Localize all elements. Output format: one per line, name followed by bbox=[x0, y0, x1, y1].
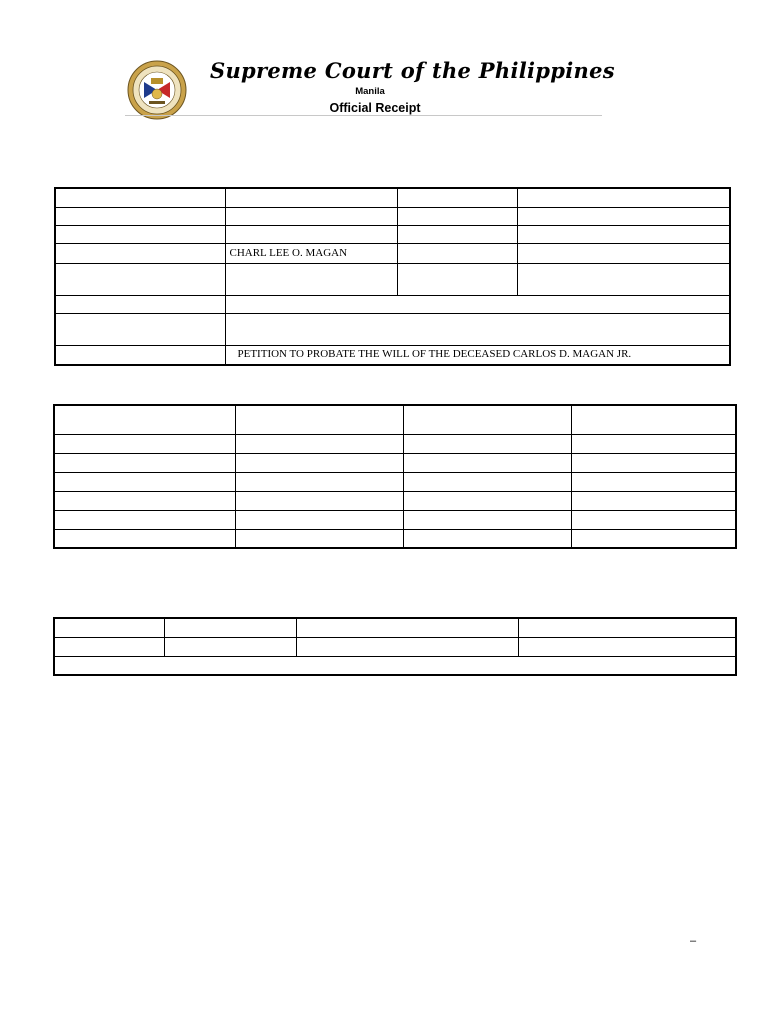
table-row bbox=[54, 405, 736, 434]
form-cell[interactable] bbox=[518, 637, 736, 656]
form-cell[interactable] bbox=[54, 405, 235, 434]
form-cell[interactable] bbox=[225, 207, 397, 225]
form-cell[interactable] bbox=[571, 510, 736, 529]
form-cell[interactable] bbox=[403, 510, 571, 529]
form-cell[interactable] bbox=[397, 207, 517, 225]
form-cell[interactable] bbox=[296, 637, 518, 656]
form-cell[interactable] bbox=[235, 472, 403, 491]
form-cell[interactable] bbox=[55, 243, 225, 263]
form-cell[interactable] bbox=[571, 434, 736, 453]
form-cell[interactable] bbox=[54, 529, 235, 548]
form-cell[interactable] bbox=[164, 618, 296, 637]
form-cell[interactable] bbox=[54, 434, 235, 453]
table-row bbox=[54, 491, 736, 510]
form-cell[interactable] bbox=[235, 491, 403, 510]
header-divider bbox=[125, 115, 602, 116]
form-cell[interactable] bbox=[235, 453, 403, 472]
table-row bbox=[54, 637, 736, 656]
form-cell[interactable] bbox=[55, 207, 225, 225]
form-cell[interactable] bbox=[397, 188, 517, 207]
form-cell[interactable] bbox=[54, 618, 164, 637]
form-cell[interactable] bbox=[235, 529, 403, 548]
nature-of-case[interactable]: PETITION TO PROBATE THE WILL OF THE DECEASED CARLOS D. MAGAN JR. bbox=[225, 345, 730, 365]
form-cell[interactable] bbox=[225, 188, 397, 207]
form-cell[interactable] bbox=[397, 225, 517, 243]
form-cell[interactable] bbox=[571, 529, 736, 548]
court-name: Supreme Court of the Philippines bbox=[210, 58, 615, 83]
form-cell[interactable] bbox=[225, 263, 397, 295]
form-cell[interactable] bbox=[403, 405, 571, 434]
form-cell[interactable] bbox=[54, 637, 164, 656]
form-cell[interactable] bbox=[54, 656, 736, 675]
table-row bbox=[55, 243, 730, 263]
form-cell[interactable] bbox=[54, 510, 235, 529]
form-cell[interactable] bbox=[571, 453, 736, 472]
table-row bbox=[55, 345, 730, 365]
form-cell[interactable] bbox=[517, 188, 730, 207]
table-row bbox=[55, 207, 730, 225]
table-row bbox=[55, 225, 730, 243]
form-cell[interactable] bbox=[403, 491, 571, 510]
footer-mark: – bbox=[690, 935, 697, 947]
table-row bbox=[55, 295, 730, 313]
payor-name[interactable]: CHARL LEE O. MAGAN bbox=[225, 243, 397, 263]
form-cell[interactable] bbox=[225, 295, 730, 313]
fees-table bbox=[53, 404, 737, 549]
form-cell[interactable] bbox=[225, 225, 397, 243]
form-cell[interactable] bbox=[518, 618, 736, 637]
form-cell[interactable] bbox=[54, 491, 235, 510]
table-row bbox=[55, 188, 730, 207]
form-cell[interactable] bbox=[397, 243, 517, 263]
form-cell[interactable] bbox=[55, 345, 225, 365]
form-cell[interactable] bbox=[571, 491, 736, 510]
form-cell[interactable] bbox=[403, 472, 571, 491]
form-cell[interactable] bbox=[403, 453, 571, 472]
table-row bbox=[55, 313, 730, 345]
form-cell[interactable] bbox=[403, 529, 571, 548]
case-details-table bbox=[54, 187, 731, 366]
form-cell[interactable] bbox=[571, 405, 736, 434]
table-row bbox=[55, 263, 730, 295]
form-cell[interactable] bbox=[55, 188, 225, 207]
form-cell[interactable] bbox=[54, 472, 235, 491]
form-cell[interactable] bbox=[517, 243, 730, 263]
table-row bbox=[54, 434, 736, 453]
court-city: Manila bbox=[355, 86, 385, 97]
form-cell[interactable] bbox=[225, 313, 730, 345]
form-cell[interactable] bbox=[403, 434, 571, 453]
form-cell[interactable] bbox=[517, 225, 730, 243]
form-cell[interactable] bbox=[571, 472, 736, 491]
table-row bbox=[54, 453, 736, 472]
form-cell[interactable] bbox=[517, 263, 730, 295]
form-cell[interactable] bbox=[55, 225, 225, 243]
document-title: Official Receipt bbox=[329, 101, 421, 115]
form-cell[interactable] bbox=[517, 207, 730, 225]
form-cell[interactable] bbox=[164, 637, 296, 656]
table-row bbox=[54, 656, 736, 675]
supreme-court-seal-icon bbox=[127, 60, 187, 120]
form-cell[interactable] bbox=[55, 263, 225, 295]
table-row bbox=[54, 510, 736, 529]
form-cell[interactable] bbox=[235, 405, 403, 434]
table-row bbox=[54, 472, 736, 491]
table-row bbox=[54, 529, 736, 548]
form-cell[interactable] bbox=[54, 453, 235, 472]
form-cell[interactable] bbox=[55, 295, 225, 313]
table-row bbox=[54, 618, 736, 637]
form-cell[interactable] bbox=[235, 434, 403, 453]
form-cell[interactable] bbox=[296, 618, 518, 637]
form-cell[interactable] bbox=[235, 510, 403, 529]
form-cell[interactable] bbox=[397, 263, 517, 295]
form-cell[interactable] bbox=[55, 313, 225, 345]
payment-table bbox=[53, 617, 737, 676]
